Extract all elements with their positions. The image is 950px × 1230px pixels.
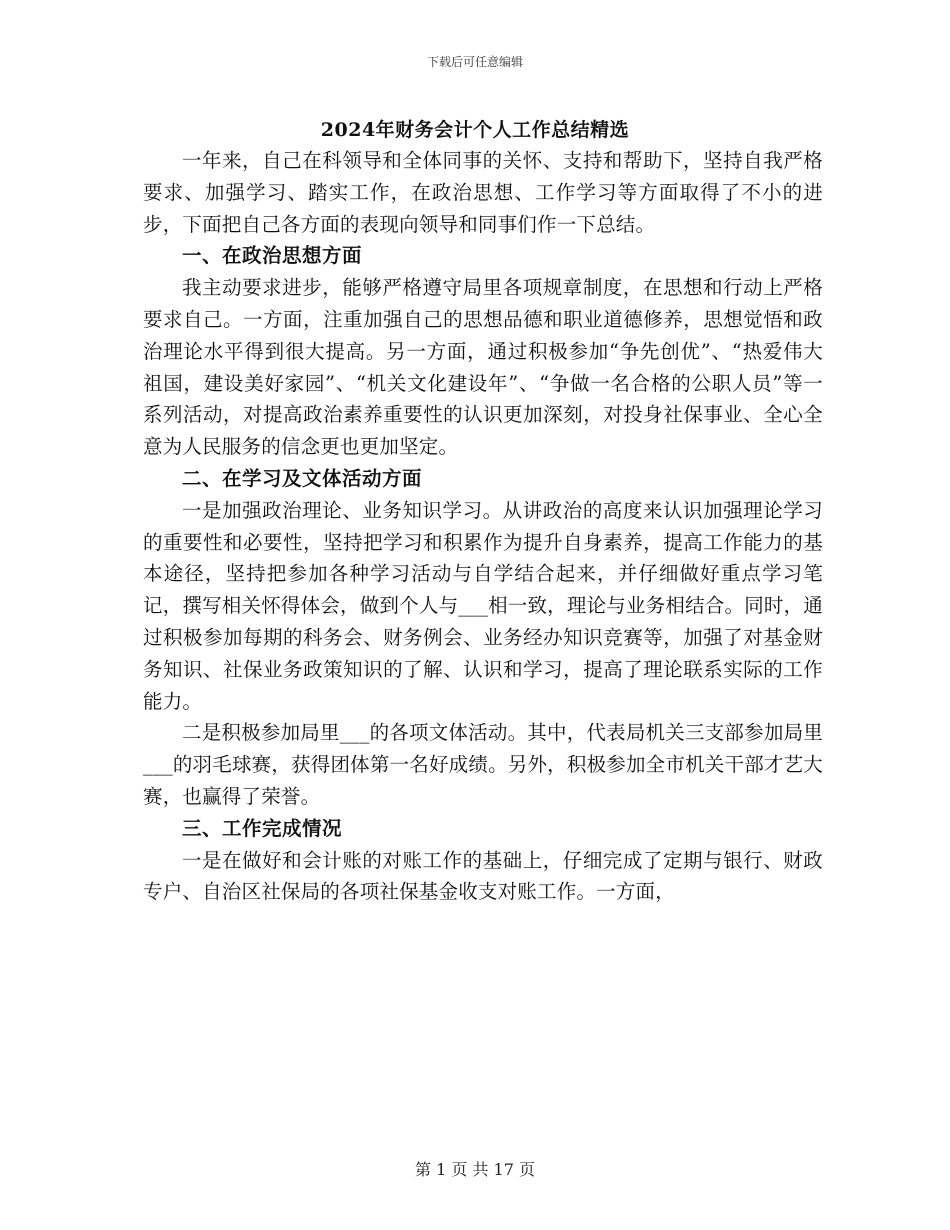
intro-paragraph: 一年来，自己在科领导和全体同事的关怀、支持和帮助下，坚持自我严格要求、加强学习、踏实工作，在政治思想、工作学习等方面取得了不小的进步，下面把自己各方面的表现向领导和同事们作一下总结。	[143, 149, 823, 236]
section-1-paragraph: 我主动要求进步，能够严格遵守局里各项规章制度，在思想和行动上严格要求自己。一方面，注重加强自己的思想品德和职业道德修养，思想觉悟和政治理论水平得到很大提高。另一方面，通过积极参加“争先创优”、“热爱伟大祖国，建设美好家园”、“机关文化建设年”、“争做一名合格的公职人员”等一系列活动，对提高政治素养重要性的认识更加深刻，对投身社保事业、全心全意为人民服务的信念更也更加坚定。	[143, 276, 823, 459]
page-footer: 第 1 页 共 17 页	[415, 1160, 535, 1179]
header-note: 下载后可任意编辑	[426, 55, 523, 69]
section-1-heading: 一、在政治思想方面	[182, 244, 363, 268]
document-title: 2024年财务会计个人工作总结精选	[320, 119, 630, 141]
section-2-paragraph-1: 一是加强政治理论、业务知识学习。从讲政治的高度来认识加强理论学习的重要性和必要性，坚持把学习和积累作为提升自身素养，提高工作能力的基本途径，坚持把参加各种学习活动与自学结合起来，并仔细做好重点学习笔记，撰写相关怀得体会，做到个人与___相一致，理论与业务相结合。同时，通过积极参加每期的科务会、财务例会、业务经办知识竞赛等，加强了对基金财务知识、社保业务政策知识的了解、认识和学习，提高了理论联系实际的工作能力。	[143, 498, 823, 713]
document-body	[143, 145, 823, 908]
section-2-paragraph-2: 二是积极参加局里___的各项文体活动。其中，代表局机关三支部参加局里___的羽毛球赛，获得团体第一名好成绩。另外，积极参加全市机关干部才艺大赛，也赢得了荣誉。	[143, 721, 823, 808]
section-3-heading: 三、工作完成情况	[182, 816, 343, 840]
section-2-heading: 二、在学习及文体活动方面	[182, 466, 423, 490]
section-3-paragraph: 一是在做好和会计账的对账工作的基础上，仔细完成了定期与银行、财政专户、自治区社保局的各项社保基金收支对账工作。一方面，	[143, 848, 823, 904]
